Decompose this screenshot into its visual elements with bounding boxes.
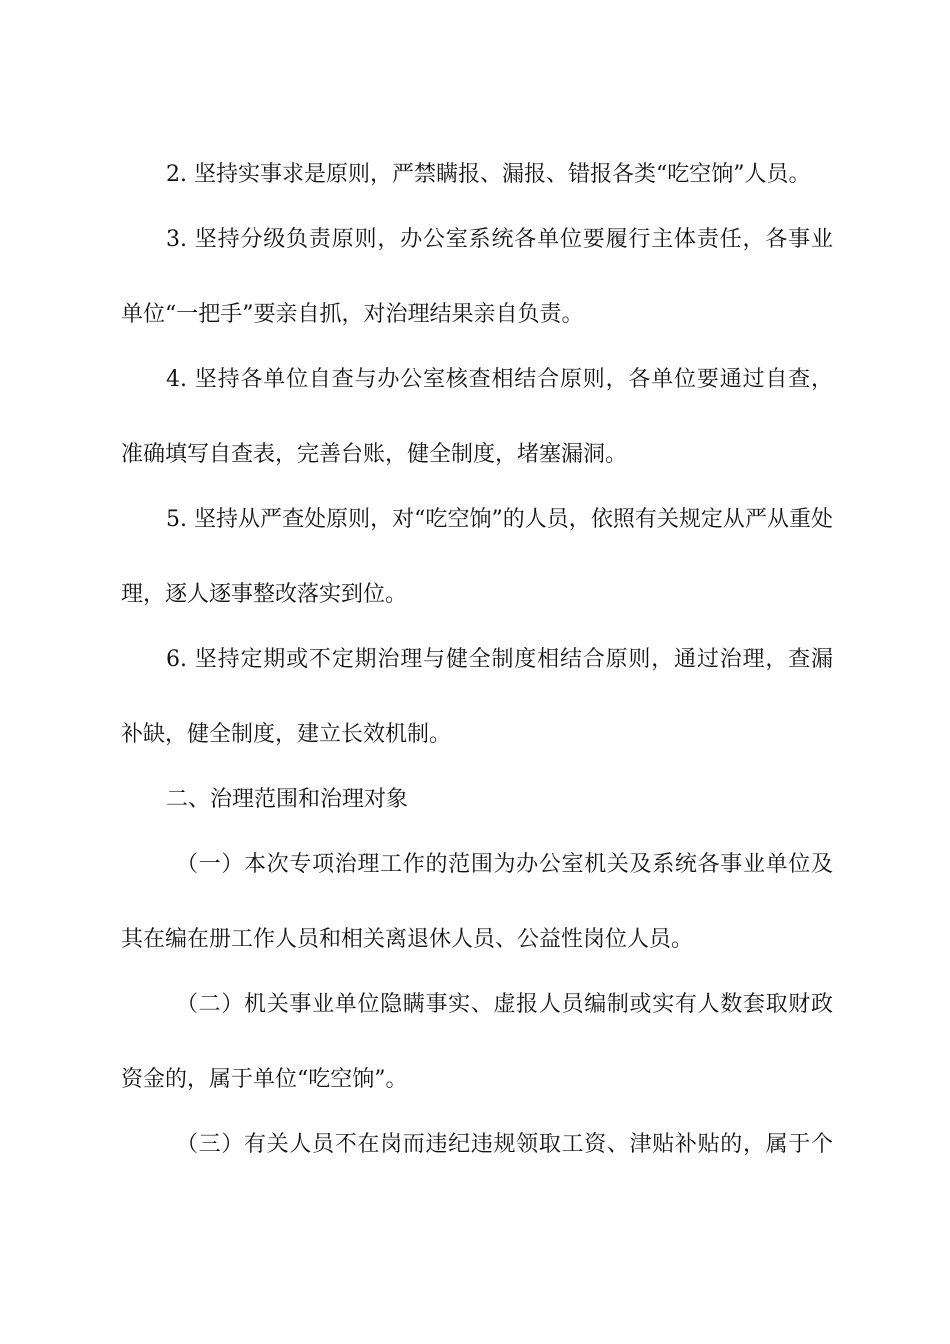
- item-2-line-2: 资金的，属于单位“吃空饷”。: [121, 1067, 408, 1092]
- item-2-line-1: （二）机关事业单位隐瞒事实、虚报人员编制或实有人数套取财政: [176, 992, 833, 1017]
- principle-5-line-1: 5. 坚持从严查处原则，对“吃空饷”的人员，依照有关规定从严从重处: [166, 507, 833, 532]
- section-heading: 二、治理范围和治理对象: [166, 787, 409, 812]
- principle-4-line-1: 4. 坚持各单位自查与办公室核查相结合原则，各单位要通过自查，: [166, 367, 833, 392]
- principle-3-line-1: 3. 坚持分级负责原则，办公室系统各单位要履行主体责任，各事业: [166, 227, 833, 252]
- principle-6-line-2: 补缺，健全制度，建立长效机制。: [121, 722, 452, 747]
- item-1-line-1: （一）本次专项治理工作的范围为办公室机关及系统各事业单位及: [176, 852, 833, 877]
- item-1-line-2: 其在编在册工作人员和相关离退休人员、公益性岗位人员。: [121, 927, 694, 952]
- principle-4-line-2: 准确填写自查表，完善台账，健全制度，堵塞漏洞。: [121, 442, 628, 467]
- item-3-line-1: （三）有关人员不在岗而违纪违规领取工资、津贴补贴的，属于个: [176, 1132, 833, 1157]
- principle-5-line-2: 理，逐人逐事整改落实到位。: [121, 582, 408, 607]
- principle-6-line-1: 6. 坚持定期或不定期治理与健全制度相结合原则，通过治理，查漏: [166, 647, 833, 672]
- principle-2-line: 2. 坚持实事求是原则，严禁瞒报、漏报、错报各类“吃空饷”人员。: [166, 162, 811, 187]
- principle-3-line-2: 单位“一把手”要亲自抓，对治理结果亲自负责。: [121, 302, 584, 327]
